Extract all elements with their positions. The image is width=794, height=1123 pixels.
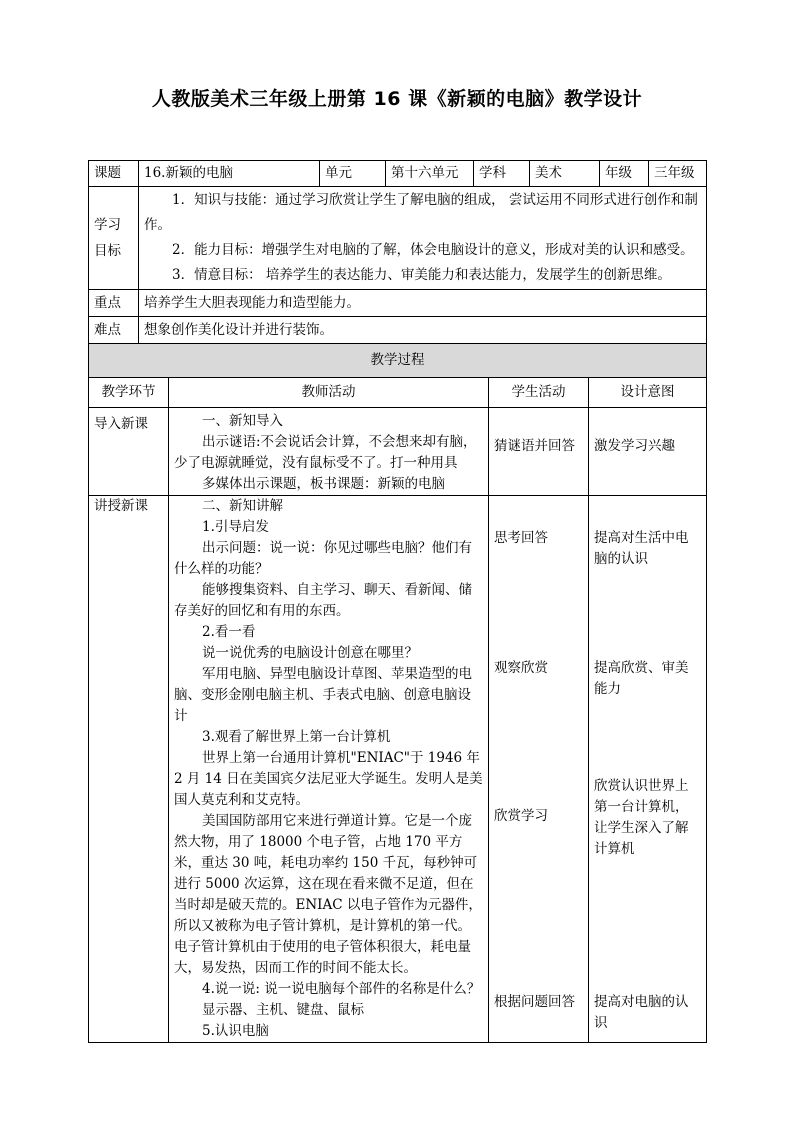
subject-value: 美术 — [530, 161, 600, 187]
intro-teacher-line: 一、新知导入 — [202, 413, 283, 429]
objectives-label-line2: 目标 — [94, 243, 121, 259]
key-point-label: 重点 — [89, 290, 139, 317]
key-point-value: 培养学生大胆表现能力和造型能力。 — [139, 290, 707, 317]
intro-stage: 导入新课 — [89, 408, 169, 496]
teaching-process-table — [88, 343, 707, 1043]
teach-purpose — [589, 496, 707, 1043]
teach-purpose-item: 提高欣赏、审美能力 — [594, 660, 689, 697]
column-header-teacher: 教师活动 — [169, 378, 489, 408]
teach-teacher — [169, 496, 489, 1043]
teach-student-item: 根据问题回答 — [494, 994, 575, 1010]
column-header-student: 学生活动 — [489, 378, 589, 408]
unit-label: 单元 — [320, 161, 386, 187]
teach-purpose-item: 提高对电脑的认识 — [594, 994, 689, 1031]
teach-teacher-line: 4.说一说: 说一说电脑每个部件的名称是什么？ — [202, 981, 481, 997]
objectives-content — [139, 187, 707, 290]
teach-stage: 讲授新课 — [89, 496, 169, 1043]
objective-item: 1．知识与技能：通过学习欣赏让学生了解电脑的组成， 尝试运用不同形式进行创作和制作。 — [144, 192, 698, 233]
intro-purpose: 激发学习兴趣 — [589, 408, 707, 496]
teach-teacher-line: 军用电脑、异型电脑设计草图、苹果造型的电脑、变形金刚电脑主机、手表式电脑、创意电脑设计 — [174, 666, 472, 724]
teach-teacher-line: 显示器、主机、键盘、鼠标 — [202, 1002, 364, 1018]
teach-purpose-item: 提高对生活中电脑的认识 — [594, 530, 689, 567]
objectives-label — [89, 187, 139, 290]
topic-value: 16.新颖的电脑 — [139, 161, 320, 187]
teach-student-item: 思考回答 — [494, 530, 548, 546]
unit-value: 第十六单元 — [386, 161, 474, 187]
topic-label: 课题 — [89, 161, 139, 187]
teach-student-item: 欣赏学习 — [494, 808, 548, 824]
teach-teacher-line: 2.看一看 — [202, 624, 256, 640]
teach-purpose-item: 欣赏认识世界上第一台计算机，让学生深入了解计算机 — [594, 778, 689, 857]
column-header-purpose: 设计意图 — [589, 378, 707, 408]
intro-teacher-line: 出示谜语:不会说话会计算，不会想来却有脑，少了电源就睡觉，没有鼠标受不了。打一种用具 — [174, 434, 477, 471]
column-header-stage: 教学环节 — [89, 378, 169, 408]
teach-teacher-line: 二、新知讲解 — [202, 498, 283, 514]
subject-label: 学科 — [474, 161, 530, 187]
teach-teacher-line: 说一说优秀的电脑设计创意在哪里？ — [202, 645, 418, 661]
teach-teacher-line: 出示问题：说一说：你见过哪些电脑？他们有什么样的功能？ — [174, 540, 472, 577]
intro-teacher — [169, 408, 489, 496]
intro-teacher-line: 多媒体出示课题，板书课题：新颖的电脑 — [202, 476, 445, 492]
teach-teacher-line: 5.认识电脑 — [202, 1023, 269, 1039]
difficulty-label: 难点 — [89, 317, 139, 344]
difficulty-value: 想象创作美化设计并进行装饰。 — [139, 317, 707, 344]
document-title: 人教版美术三年级上册第 16 课《新颖的电脑》教学设计 — [151, 88, 643, 110]
teach-teacher-line: 能够搜集资料、自主学习、聊天、看新闻、储存美好的回忆和有用的东西。 — [174, 582, 472, 619]
objective-item: 3．情意目标： 培养学生的表达能力、审美能力和表达能力，发展学生的创新思维。 — [172, 267, 671, 283]
teach-teacher-line: 世界上第一台通用计算机"ENIAC"于 1946 年 2 月 14 日在美国宾夕法尼亚大学诞生。发明人是美国人莫克利和艾克特。 — [174, 750, 483, 808]
teach-student-item: 观察欣赏 — [494, 660, 548, 676]
teach-teacher-line: 3.观看了解世界上第一台计算机 — [202, 729, 391, 745]
lesson-info-table — [88, 160, 707, 344]
grade-label: 年级 — [600, 161, 649, 187]
objective-item: 2．能力目标：增强学生对电脑的了解，体会电脑设计的意义，形成对美的认识和感受。 — [172, 242, 694, 258]
process-header: 教学过程 — [89, 344, 707, 378]
teach-student — [489, 496, 589, 1043]
objectives-label-line1: 学习 — [94, 217, 121, 233]
grade-value: 三年级 — [649, 161, 707, 187]
intro-student: 猜谜语并回答 — [489, 408, 589, 496]
teach-teacher-line: 1.引导启发 — [202, 519, 269, 535]
teach-teacher-line: 美国国防部用它来进行弹道计算。它是一个庞然大物，用了 18000 个电子管，占地 170 平方米，重达 30 吨，耗电功率约 150 千瓦，每秒钟可进行 5000 次运算，这在现在看来微不足道，但在当时却是破天荒的。ENIAC 以电子管作为元器件，所以又被称为电子管计算机，是计算机的第一代。电子管计算机由于使用的电子管体积很大，耗电量大，易发热，因而工作的时间不能太长。 — [174, 813, 482, 976]
